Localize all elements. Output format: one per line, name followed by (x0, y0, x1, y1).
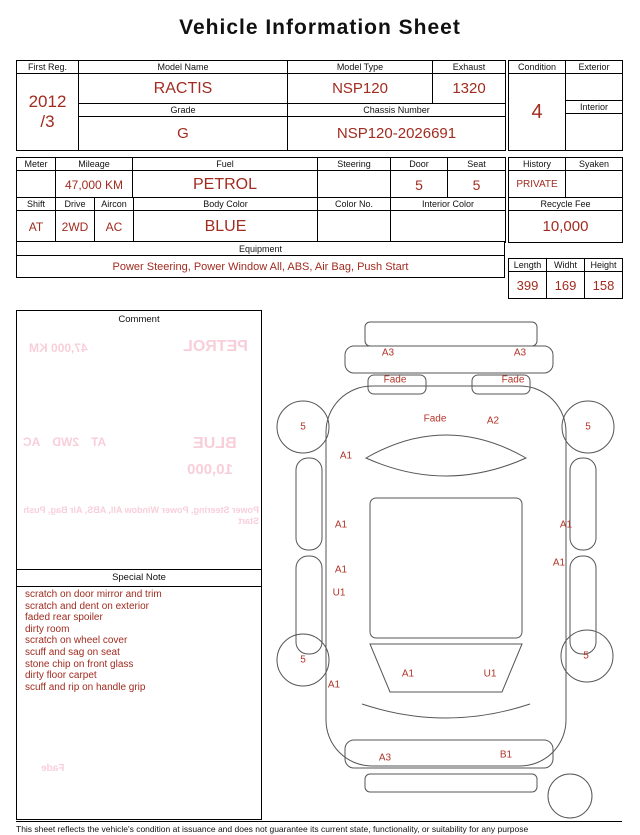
condition-table (508, 60, 623, 151)
interior-color-label: Interior Color (391, 198, 506, 211)
special-note-item: dirty floor carpet (25, 670, 97, 682)
damage-mark: Fade (501, 374, 525, 386)
ghost-fuel: PETROL (183, 338, 248, 355)
model-type-value: NSP120 (288, 74, 433, 104)
side-panel-right-front-shape (570, 458, 596, 550)
meter-label: Meter (17, 158, 56, 171)
body-color-label: Body Color (134, 198, 318, 211)
recycle-value: 10,000 (509, 211, 623, 243)
damage-mark: 5 (300, 654, 306, 666)
mileage-label: Mileage (56, 158, 133, 171)
ghost-equipment: Power Steering, Power Window All, ABS, Air Bag, Push Start (23, 505, 259, 526)
damage-mark: Fade (383, 374, 407, 386)
history-value: PRIVATE (509, 171, 566, 199)
recycle-table (508, 197, 623, 243)
equipment-label: Equipment (17, 242, 505, 256)
width-label: Widht (547, 259, 585, 272)
damage-mark: A1 (334, 564, 348, 576)
damage-mark: A1 (339, 450, 353, 462)
front-plate-shape (365, 774, 537, 792)
model-type-label: Model Type (288, 61, 433, 74)
damage-mark: A2 (486, 415, 500, 427)
special-note-list (25, 589, 258, 693)
height-value: 158 (585, 272, 623, 299)
syaken-label: Syaken (566, 158, 623, 171)
damage-mark: 5 (585, 421, 591, 433)
special-note-item: scratch and dent on exterior (25, 600, 149, 612)
color-no-value (318, 211, 391, 243)
damage-mark: B1 (499, 749, 513, 761)
model-name-label: Model Name (79, 61, 288, 74)
damage-mark: A1 (552, 557, 566, 569)
damage-mark: 5 (583, 650, 589, 662)
special-note-item: dirty room (25, 623, 70, 635)
recycle-label: Recycle Fee (509, 198, 623, 211)
chassis-label: Chassis Number (288, 104, 506, 117)
special-note-divider-bottom (17, 586, 261, 587)
ghost-drive: 2WD (52, 435, 80, 449)
door-value: 5 (391, 171, 448, 199)
spec-table-row2 (16, 197, 506, 243)
damage-mark: Fade (423, 413, 447, 425)
color-no-label: Color No. (318, 198, 391, 211)
special-note-item: scratch on door mirror and trim (25, 589, 162, 600)
roof-shape (370, 498, 522, 638)
exhaust-label: Exhaust (433, 61, 506, 74)
rear-spoiler-shape (365, 322, 537, 346)
first-reg-month: /3 (40, 112, 55, 131)
damage-mark: A1 (334, 519, 348, 531)
drive-value: 2WD (56, 211, 95, 243)
length-label: Length (509, 259, 547, 272)
damage-mark: A1 (559, 519, 573, 531)
body-color-value: BLUE (134, 211, 318, 243)
grade-value: G (79, 117, 288, 151)
special-note-item: scratch on wheel cover (25, 635, 128, 647)
windshield-shape (370, 644, 522, 692)
front-bumper-shape (345, 740, 553, 768)
special-note-divider-top (17, 569, 261, 570)
side-panel-left-front-shape (296, 458, 322, 550)
model-name-value: RACTIS (79, 74, 288, 104)
dimensions-table (508, 258, 623, 299)
meter-value (17, 171, 56, 199)
footer-disclaimer: This sheet reflects the vehicle's condition at issuance and does not guarantee its current state, functionality, or suitability for any purpose (16, 821, 622, 834)
car-outline-svg (266, 308, 622, 820)
special-note-header: Special Note (112, 572, 166, 583)
condition-value: 4 (509, 74, 566, 151)
first-reg-label: First Reg. (17, 61, 79, 74)
special-note-item: scuff and sag on seat (25, 646, 120, 658)
history-label: History (509, 158, 566, 171)
comment-box (16, 310, 262, 820)
side-panel-right-rear-shape (570, 556, 596, 654)
seat-label: Seat (448, 158, 506, 171)
ghost-fade: Fade (41, 763, 65, 774)
history-table (508, 157, 623, 199)
ghost-mileage: 47,000 KM (29, 341, 88, 355)
height-label: Height (585, 259, 623, 272)
car-body-shape (326, 386, 566, 766)
mileage-value: 47,000 KM (56, 171, 133, 199)
first-reg-value (17, 74, 79, 151)
interior-color-value (391, 211, 506, 243)
ghost-shift-row (23, 435, 106, 449)
damage-mark: A3 (378, 752, 392, 764)
first-reg-year: 2012 (28, 92, 67, 112)
rear-glass-shape (366, 435, 526, 476)
spec-table-row1 (16, 157, 506, 199)
fuel-label: Fuel (133, 158, 318, 171)
damage-mark: A1 (401, 668, 415, 680)
exterior-label: Exterior (566, 61, 623, 74)
steering-label: Steering (318, 158, 391, 171)
exterior-value (566, 74, 623, 101)
damage-mark: 5 (300, 421, 306, 433)
ghost-recycle: 10,000 (187, 461, 233, 478)
spare-wheel-shape (548, 774, 592, 818)
special-note-item: faded rear spoiler (25, 612, 103, 624)
ghost-shift: AT (91, 435, 107, 449)
page-title: Vehicle Information Sheet (179, 16, 461, 39)
seat-value: 5 (448, 171, 506, 199)
ghost-body-color: BLUE (193, 435, 237, 452)
equipment-table (16, 241, 505, 278)
aircon-value: AC (95, 211, 134, 243)
header-table (16, 60, 506, 151)
width-value: 169 (547, 272, 585, 299)
interior-label: Interior (566, 101, 623, 114)
shift-label: Shift (17, 198, 56, 211)
comment-header: Comment (118, 314, 160, 325)
interior-value (566, 114, 623, 151)
syaken-value (566, 171, 623, 199)
grade-label: Grade (79, 104, 288, 117)
damage-mark: A1 (327, 679, 341, 691)
chassis-value: NSP120-2026691 (288, 117, 506, 151)
equipment-value: Power Steering, Power Window All, ABS, Air Bag, Push Start (17, 256, 505, 278)
hood-line (362, 704, 530, 718)
special-note-item: stone chip on front glass (25, 658, 134, 670)
shift-value: AT (17, 211, 56, 243)
special-note-item: scuff and rip on handle grip (25, 681, 146, 693)
exhaust-value: 1320 (433, 74, 506, 104)
ghost-aircon: AC (23, 435, 41, 449)
drive-label: Drive (56, 198, 95, 211)
length-value: 399 (509, 272, 547, 299)
aircon-label: Aircon (95, 198, 134, 211)
damage-mark: A3 (381, 347, 395, 359)
fuel-value: PETROL (133, 171, 318, 199)
damage-mark: A3 (513, 347, 527, 359)
car-diagram (266, 308, 622, 820)
steering-value (318, 171, 391, 199)
door-label: Door (391, 158, 448, 171)
condition-label: Condition (509, 61, 566, 74)
damage-mark: U1 (332, 587, 346, 599)
damage-mark: U1 (483, 668, 497, 680)
